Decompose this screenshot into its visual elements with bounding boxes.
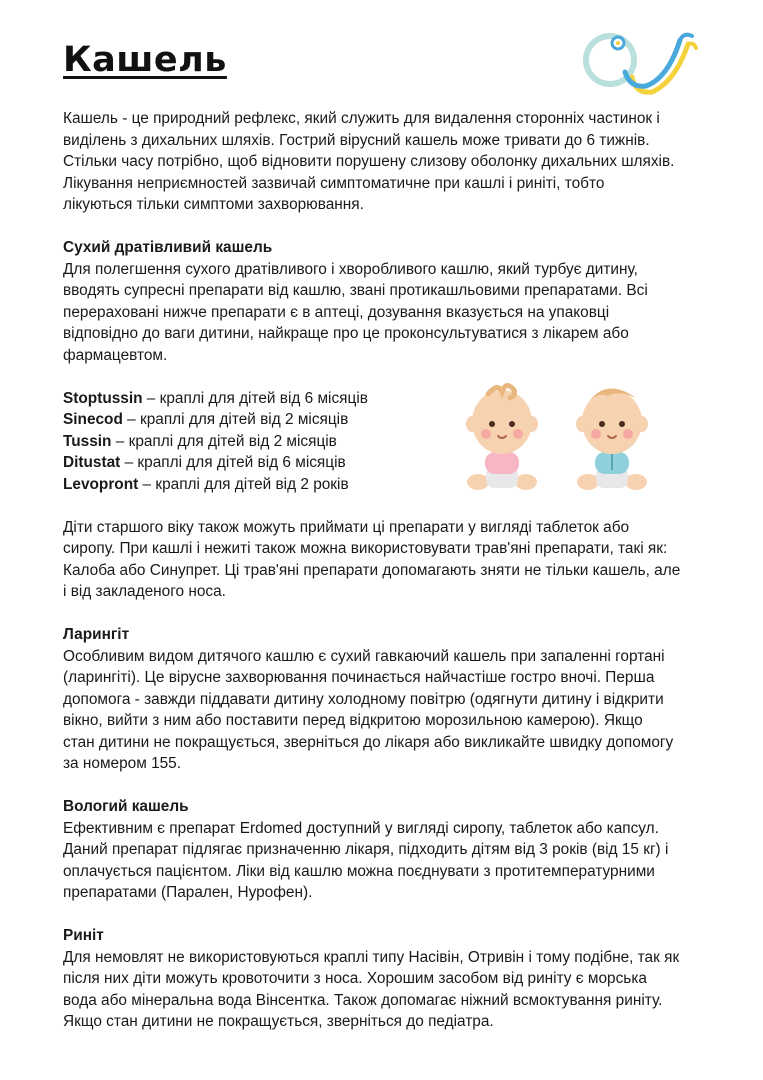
text-line: Даний препарат підлягає призначенню лікаря, підходить дітям від 3 років (від 15 кг) і [63,841,669,858]
drug-description: – краплі для дітей від 2 місяців [111,432,337,450]
text-line: вводять супресні препарати від кашлю, звані протикашльовими препаратами. Всі [63,282,648,299]
text-line: після них діти можуть кровоточити з носа. Хорошим засобом від риніту є морська [63,970,647,987]
drug-list [63,388,723,496]
text-line: Діти старшого віку також можуть приймати ці препарати у вигляді таблеток або [63,518,630,536]
stethoscope-icon [580,22,710,102]
baby-girl-icon [466,385,538,490]
text-line: Якщо стан дитини не покращується, зверніться до педіатра. [63,1013,494,1030]
section-heading: Сухий дратівливий кашель [63,239,273,256]
babies-illustration [458,374,648,494]
wet-cough-section [63,796,723,904]
drug-description: – краплі для дітей від 2 місяців [122,411,349,428]
text-line: Калоба або Синупрет. Ці трав'яні препарати допомагають зняти не тільки кашель, але [63,561,681,579]
text-line: Лікування неприємностей зазвичай симптоматичне при кашлі і риніті, тобто [63,174,605,192]
section-heading: Вологий кашель [63,798,189,815]
section-heading: Ларингіт [63,626,130,643]
text-line: Кашель - це природний рефлекс, який служить для видалення сторонніх частинок і [63,110,660,127]
text-line: вода або мінеральна вода Вінсентка. Також допомагає ніжний всмоктування риніту. [63,991,663,1009]
dry-cough-section [63,237,723,366]
text-line: (ларингіті). Це вірусне захворювання починається найчастіше гостро вночі. Перша [63,669,655,686]
text-line: препаратами (Парален, Нурофен). [63,884,313,901]
section-heading: Риніт [63,927,104,944]
page-title: Кашель [63,40,227,80]
text-line: відповідно до ваги дитини, найкраще про це проконсультуватися з лікарем або [63,325,629,342]
text-line: допомога - завжди піддавати дитину холодному повітрю (одягнути дитину і відкрити [63,690,664,708]
text-line: виділень з дихальних шляхів. Гострий вірусний кашель може тривати до 6 тижнів. [63,131,650,149]
baby-boy-icon [576,388,648,490]
older-children-paragraph [63,517,723,603]
text-line: за номером 155. [63,755,182,772]
drug-name: Tussin [63,432,112,450]
drug-name: Levopront [63,475,139,493]
intro-paragraph [63,108,723,216]
text-line: Ефективним є препарат Erdomed доступний у вигляді сиропу, таблеток або капсул. [63,819,659,837]
drug-description: – краплі для дітей від 6 місяців [120,454,346,471]
text-line: Особливим видом дитячого кашлю є сухий гавкаючий кашель при запаленні гортані [63,647,665,665]
drug-name: Stoptussin [63,389,143,407]
text-line: Для немовлят не використовуються краплі типу Насівін, Отривін і тому подібне, так як [63,948,680,966]
drug-description: – краплі для дітей від 2 років [138,475,349,493]
laryngitis-section [63,624,723,775]
text-line: і від закладеного носа. [63,583,226,600]
text-line: сиропу. При кашлі і нежиті також можна використовувати трав'яні препарати, такі як: [63,540,668,557]
article-body [63,108,723,1033]
drug-name: Sinecod [63,411,123,428]
drug-description: – краплі для дітей від 6 місяців [142,389,368,407]
text-line: лікуються тільки симптоми захворювання. [63,196,364,213]
rhinitis-section [63,925,723,1033]
text-line: Для полегшення сухого дратівливого і хворобливого кашлю, який турбує дитину, [63,260,638,278]
text-line: Стільки часу потрібно, щоб відновити порушену слизову оболонку дихальних шляхів. [63,153,675,170]
text-line: фармацевтом. [63,346,168,364]
drug-name: Ditustat [63,454,121,471]
text-line: оплачується пацієнтом. Ліки від кашлю можна поєднувати з протитемпературними [63,862,655,880]
text-line: вікно, вийти з ним або поставити перед відкритою морозильною камерою). Якщо [63,712,643,729]
text-line: стан дитини не покращується, зверніться до лікаря або викликайте швидку допомогу [63,733,674,751]
text-line: перераховані нижче препарати є в аптеці, дозування вказується на упаковці [63,303,610,321]
